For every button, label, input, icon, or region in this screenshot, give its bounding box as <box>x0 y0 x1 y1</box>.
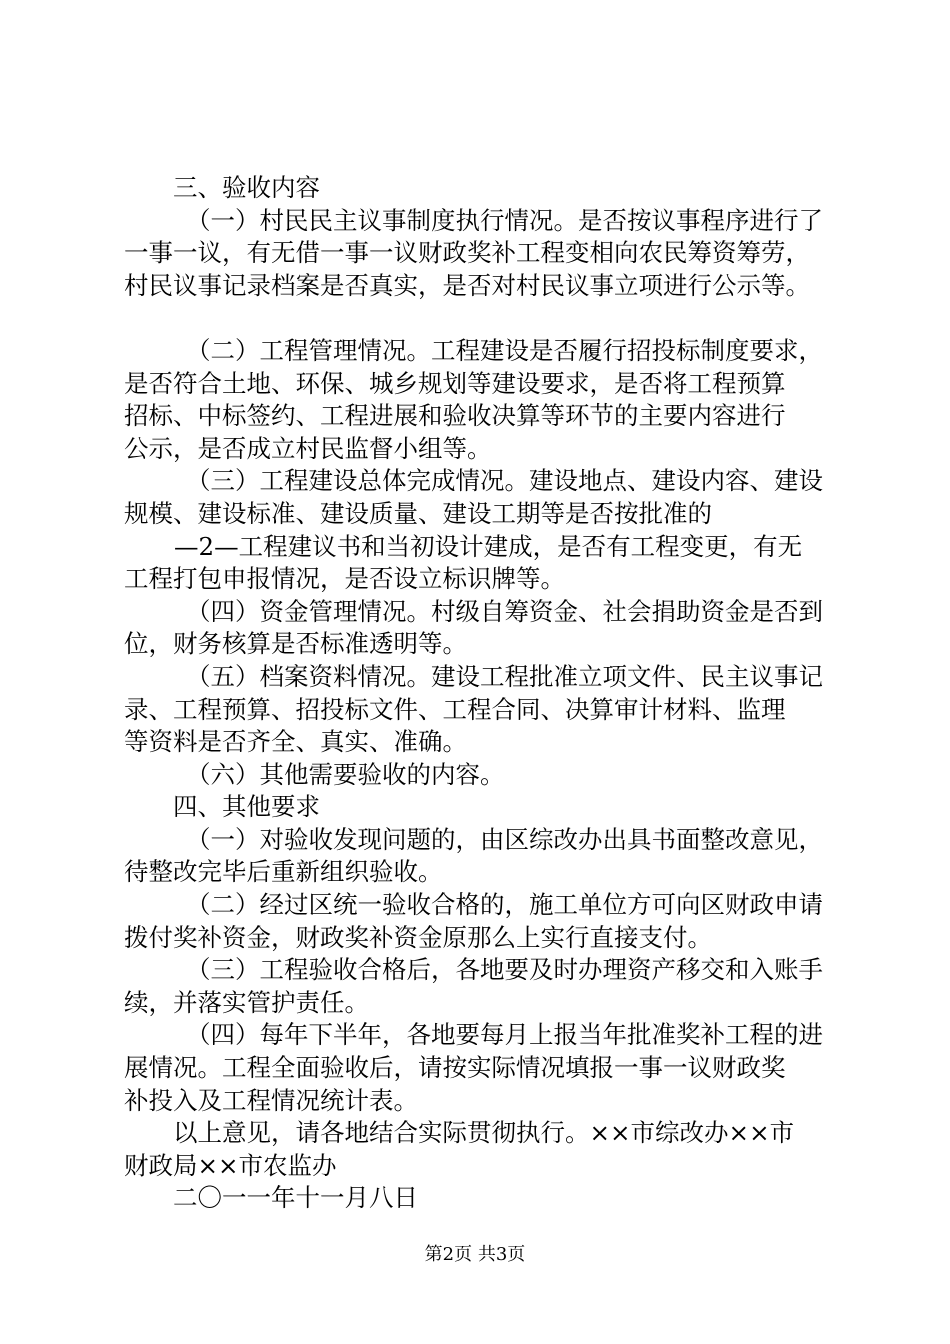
text-line: （三）工程建设总体完成情况。建设地点、建设内容、建设 <box>186 466 823 496</box>
text-line: 财政局××市农监办 <box>124 1150 337 1180</box>
text-line: （一）村民民主议事制度执行情况。是否按议事程序进行了 <box>186 205 823 235</box>
text-line: 工程打包申报情况，是否设立标识牌等。 <box>124 564 565 594</box>
text-line: 二〇一一年十一月八日 <box>173 1183 418 1213</box>
text-line: （二）工程管理情况。工程建设是否履行招投标制度要求， <box>186 335 823 365</box>
text-line: 续，并落实管护责任。 <box>124 987 369 1017</box>
text-line: （五）档案资料情况。建设工程批准立项文件、民主议事记 <box>186 661 823 691</box>
text-line: 位，财务核算是否标准透明等。 <box>124 629 467 659</box>
text-line: 规模、建设标准、建设质量、建设工期等是否按批准的 <box>124 498 712 528</box>
text-line: 补投入及工程情况统计表。 <box>124 1085 418 1115</box>
text-line: 以上意见，请各地结合实际贯彻执行。××市综改办××市 <box>173 1118 795 1148</box>
page-footer: 第2页 共3页 <box>424 1244 526 1265</box>
text-line: 等资料是否齐全、真实、准确。 <box>124 727 467 757</box>
text-line: 三、验收内容 <box>173 173 320 202</box>
text-line: 村民议事记录档案是否真实，是否对村民议事立项进行公示等。 <box>124 270 810 300</box>
document-body <box>124 172 844 1215</box>
text-line: 四、其他要求 <box>173 792 320 822</box>
text-line: 录、工程预算、招投标文件、工程合同、决算审计材料、监理 <box>124 694 786 724</box>
text-line: （二）经过区统一验收合格的，施工单位方可向区财政申请 <box>186 890 823 920</box>
text-line: 招标、中标签约、工程进展和验收决算等环节的主要内容进行 <box>124 401 786 431</box>
text-line: （四）每年下半年，各地要每月上报当年批准奖补工程的进 <box>186 1020 823 1050</box>
text-line: 一事一议，有无借一事一议财政奖补工程变相向农民筹资筹劳， <box>124 238 810 268</box>
text-line: 是否符合土地、环保、城乡规划等建设要求，是否将工程预算 <box>124 368 786 398</box>
text-line: —2—工程建议书和当初设计建成，是否有工程变更，有无 <box>174 531 803 561</box>
blank-line <box>124 302 844 335</box>
text-line: （四）资金管理情况。村级自筹资金、社会捐助资金是否到 <box>186 596 823 626</box>
text-line: 拨付奖补资金，财政奖补资金原那么上实行直接支付。 <box>124 922 712 952</box>
text-line: （三）工程验收合格后，各地要及时办理资产移交和入账手 <box>186 955 823 985</box>
text-line: （一）对验收发现问题的，由区综改办出具书面整改意见， <box>186 824 823 854</box>
text-line: （六）其他需要验收的内容。 <box>186 759 505 789</box>
text-line: 公示，是否成立村民监督小组等。 <box>124 433 492 463</box>
text-line: 展情况。工程全面验收后，请按实际情况填报一事一议财政奖 <box>124 1053 786 1083</box>
text-line: 待整改完毕后重新组织验收。 <box>124 857 443 887</box>
